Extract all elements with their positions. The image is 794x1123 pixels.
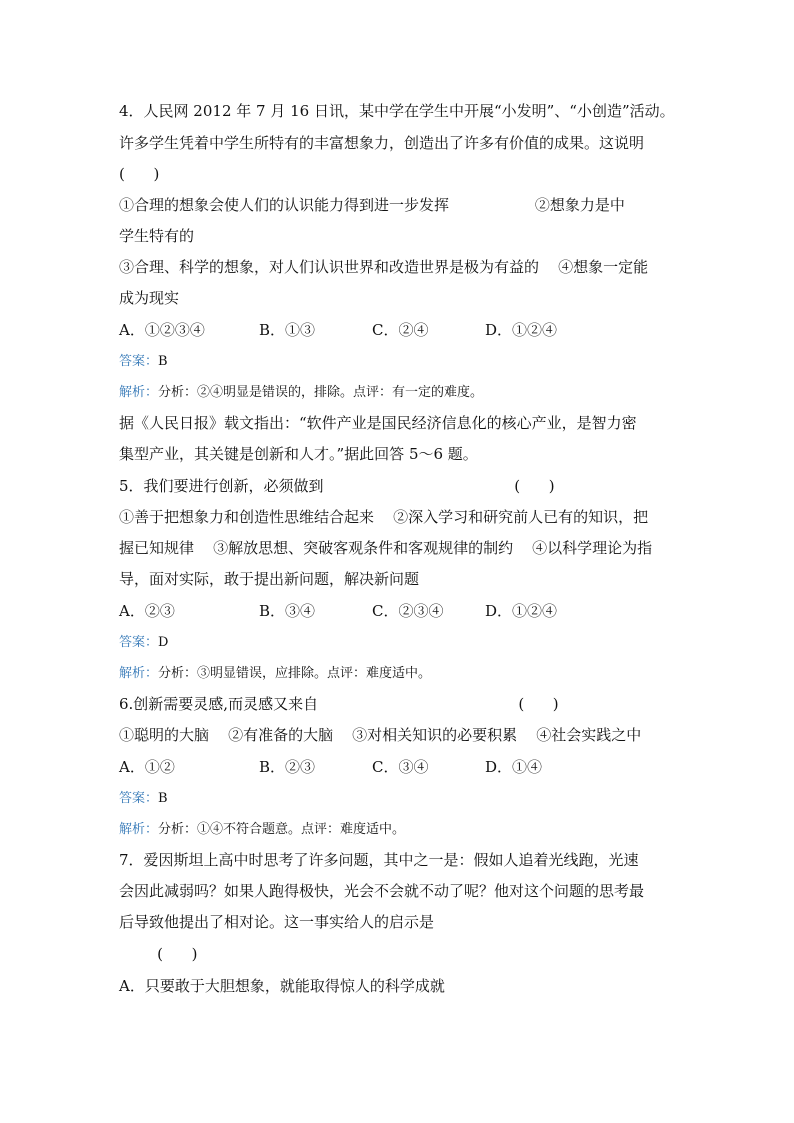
q4-line-6: ③合理、科学的想象，对人们认识世界和改造世界是极为有益的 ④想象一定能 xyxy=(119,258,649,276)
q7-line-2: 会因此减弱吗？如果人跑得极快，光会不会就不动了呢？他对这个问题的思考最 xyxy=(119,882,645,900)
answer-value: B xyxy=(158,354,168,369)
q6-option-b: B．②③ xyxy=(259,758,316,776)
q5-option-d: D．①②④ xyxy=(485,602,558,620)
q4-option-b: B．①③ xyxy=(259,321,316,339)
analysis-text: 分析：①④不符合题意。点评：难度适中。 xyxy=(158,822,406,837)
q7-option-a: A．只要敢于大胆想象，就能取得惊人的科学成就 xyxy=(119,977,445,995)
q7-line-1: 7．爱因斯坦上高中时思考了许多问题，其中之一是：假如人追着光线跑，光速 xyxy=(119,851,639,869)
q7-answer-blank: ( ) xyxy=(119,945,198,963)
q5-option-a: A．②③ xyxy=(119,602,175,620)
q5-answer xyxy=(119,634,168,652)
analysis-label: 解析： xyxy=(119,666,159,681)
q5-analysis xyxy=(119,665,431,683)
q4-option-c: C．②④ xyxy=(372,321,429,339)
q6-option-d: D．①④ xyxy=(485,758,543,776)
analysis-label: 解析： xyxy=(119,385,159,400)
answer-label: 答案： xyxy=(119,354,159,369)
q4-line-3: ( ) xyxy=(119,165,160,183)
passage-line-1: 据《人民日报》载文指出：“软件产业是国民经济信息化的核心产业，是智力密 xyxy=(119,414,637,432)
analysis-label: 解析： xyxy=(119,822,159,837)
q6-choices: ①聪明的大脑 ②有准备的大脑 ③对相关知识的必要积累 ④社会实践之中 xyxy=(119,726,642,744)
q5-option-b: B．③④ xyxy=(259,602,316,620)
q6-option-a: A．①② xyxy=(119,758,175,776)
answer-value: D xyxy=(158,635,169,650)
q5-option-c: C．②③④ xyxy=(372,602,444,620)
q6-answer xyxy=(119,790,168,808)
q4-answer xyxy=(119,353,168,371)
q4-line-5: 学生特有的 xyxy=(119,227,195,245)
q6-option-c: C．③④ xyxy=(372,758,429,776)
q5-line-1: ①善于把想象力和创造性思维结合起来 ②深入学习和研究前人已有的知识，把 xyxy=(119,508,649,526)
q5-line-3: 导，面对实际，敢于提出新问题，解决新问题 xyxy=(119,570,420,588)
analysis-text: 分析：③明显错误，应排除。点评：难度适中。 xyxy=(158,666,432,681)
q6-analysis xyxy=(119,821,405,839)
q4-line-7: 成为现实 xyxy=(119,289,180,307)
q4-option-d: D．①②④ xyxy=(485,321,558,339)
q7-line-3: 后导致他提出了相对论。这一事实给人的启示是 xyxy=(119,913,435,931)
q5-line-2: 握已知规律 ③解放思想、突破客观条件和客观规律的制约 ④以科学理论为指 xyxy=(119,539,653,557)
q4-option-a: A．①②③④ xyxy=(119,321,205,339)
q4-line-4: ①合理的想象会使人们的认识能力得到进一步发挥 ②想象力是中 xyxy=(119,196,625,214)
answer-label: 答案： xyxy=(119,791,159,806)
answer-value: B xyxy=(158,791,168,806)
q4-line-1: 4．人民网 2012 年 7 月 16 日讯，某中学在学生中开展“小发明”、“小创造”活动。 xyxy=(119,102,675,120)
q5-stem: 5．我们要进行创新，必须做到 ( ) xyxy=(119,477,555,495)
analysis-text: 分析：②④明显是错误的，排除。点评：有一定的难度。 xyxy=(158,385,484,400)
q6-stem: 6.创新需要灵感,而灵感又来自 ( ) xyxy=(119,695,559,713)
passage-line-2: 集型产业，其关键是创新和人才。”据此回答 5～6 题。 xyxy=(119,445,478,463)
answer-label: 答案： xyxy=(119,635,159,650)
q4-line-2: 许多学生凭着中学生所特有的丰富想象力，创造出了许多有价值的成果。这说明 xyxy=(119,134,645,152)
q4-analysis xyxy=(119,384,483,402)
